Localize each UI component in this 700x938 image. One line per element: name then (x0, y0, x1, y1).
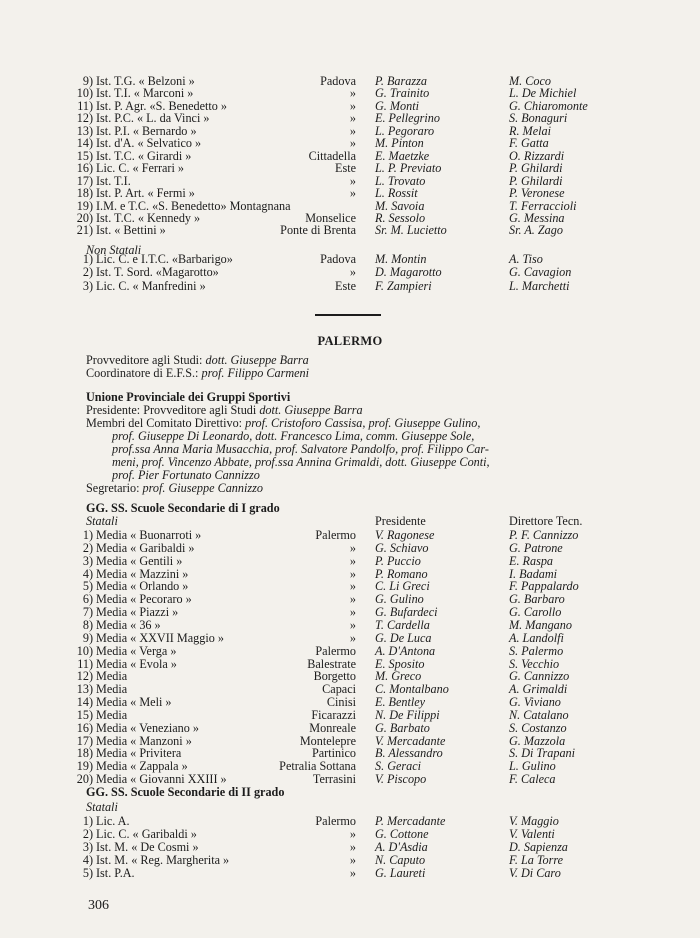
membri-text-3: prof.ssa Anna Maria Musacchia, prof. Salvatore Pandolfo, prof. Filippo Car- (112, 442, 489, 456)
non-statali-label: Non Statali (86, 243, 142, 257)
direttore-name: F. Pappalardo (509, 579, 579, 594)
city: Petralia Sottana (279, 759, 356, 774)
direttore-name: T. Ferraccioli (509, 198, 577, 213)
membri-text-1: prof. Cristoforo Cassisa, prof. Giuseppe Gulino, (245, 416, 481, 430)
grado1-title: GG. SS. Scuole Secondarie di I grado (86, 501, 280, 515)
page-number: 306 (88, 898, 109, 913)
direttore-name: O. Rizzardi (509, 148, 565, 163)
presidente-name: Sr. M. Lucietto (375, 223, 447, 238)
row-number: 14) (76, 136, 93, 151)
row-number: 12) (76, 111, 93, 126)
city: Balestrate (307, 656, 356, 671)
direttore-name: F. La Torre (509, 852, 564, 867)
presidente-name: C. Montalbano (375, 682, 449, 697)
school-name: Ist. T.I. « Marconi » (96, 86, 194, 101)
direttore-name: A. Grimaldi (509, 682, 568, 697)
school-name: Media « Buonarroti » (96, 528, 202, 542)
school-name: Ist. d'A. « Selvatico » (96, 136, 202, 151)
segretario-label: Segretario: (86, 481, 140, 495)
segretario-value: prof. Giuseppe Cannizzo (142, 481, 263, 495)
row-number: 1) (82, 814, 93, 828)
presidente-name: R. Sessolo (375, 210, 426, 225)
row-number: 1) (82, 252, 93, 266)
table-row (0, 722, 700, 735)
city: Ficarazzi (311, 707, 356, 722)
school-name: Media (96, 669, 128, 684)
row-number: 17) (76, 173, 93, 188)
city: Montelepre (299, 733, 356, 748)
presidente-name: L. Pegoraro (375, 123, 435, 138)
school-name: Ist. T. Sord. «Magarotto» (96, 265, 219, 280)
row-number: 12) (76, 669, 93, 684)
direttore-name: G. Messina (509, 210, 565, 225)
table-row (0, 709, 700, 722)
unione-title: Unione Provinciale dei Gruppi Sportivi (86, 390, 291, 404)
city: Ponte di Brenta (280, 223, 356, 238)
row-number: 9) (82, 630, 93, 645)
row-number: 13) (76, 123, 93, 138)
direttore-name: G. Cannizzo (509, 669, 570, 684)
city: Palermo (315, 814, 356, 828)
direttore-name: E. Raspa (509, 553, 554, 568)
city: » (349, 852, 356, 867)
city: » (349, 136, 356, 151)
presidente-name: L. P. Previato (375, 161, 442, 176)
membri-label: Membri del Comitato Direttivo: (86, 416, 243, 430)
direttore-name: P. Veronese (509, 186, 565, 201)
row-number: 18) (76, 186, 93, 201)
school-name: Media « Zappala » (96, 759, 188, 774)
presidente-name: M. Montin (375, 252, 427, 266)
school-name: Ist. P.I. « Bernardo » (96, 123, 197, 138)
presidente-name: G. Monti (375, 98, 420, 113)
presidente-name: P. Mercadante (375, 814, 446, 828)
city: » (349, 630, 356, 645)
presidente-name: B. Alessandro (375, 746, 443, 761)
coordinatore-line (86, 367, 309, 380)
presidente-name: M. Savoia (375, 198, 425, 213)
school-name: Media « Evola » (96, 656, 177, 671)
row-number: 3) (82, 839, 93, 854)
school-name: Media « 36 » (96, 617, 161, 632)
presidente-name: G. Schiavo (375, 540, 429, 555)
school-name: Media « Veneziano » (96, 720, 199, 735)
presidente-name: E. Bentley (375, 695, 426, 710)
membri-text-5: prof. Pier Fortunato Cannizzo (112, 468, 260, 482)
col-presidente-header: Presidente (375, 514, 426, 528)
city: Padova (320, 252, 356, 266)
presidente-label: Presidente: Provveditore agli Studi (86, 403, 257, 417)
presidente-name: A. D'Asdia (375, 839, 428, 854)
table-row (0, 224, 700, 237)
school-name: Media « Mazzini » (96, 566, 189, 581)
direttore-name: M. Coco (509, 74, 551, 88)
school-name: Media (96, 707, 128, 722)
presidente-name: M. Greco (375, 669, 422, 684)
city: » (349, 553, 356, 568)
presidente-name: V. Piscopo (375, 772, 427, 787)
school-name: Media « Manzoni » (96, 733, 192, 748)
table-row (0, 253, 700, 266)
row-number: 19) (76, 198, 93, 213)
row-number: 7) (82, 605, 93, 620)
presidente-name: S. Geraci (375, 759, 422, 774)
city: Cinisi (326, 695, 356, 710)
city: » (349, 605, 356, 620)
city: » (349, 540, 356, 555)
table-row (0, 542, 700, 555)
school-name: Lic. C. « Garibaldi » (96, 826, 197, 841)
row-number: 17) (76, 733, 93, 748)
school-name: Media « Meli » (96, 695, 172, 710)
table-row (0, 266, 700, 279)
school-name: Media « Piazzi » (96, 605, 179, 620)
row-number: 10) (76, 86, 93, 101)
presidente-name: G. Gulino (375, 592, 424, 607)
row-number: 2) (82, 540, 93, 555)
presidente-name: L. Trovato (375, 173, 426, 188)
school-name: I.M. e T.C. «S. Benedetto» Montagnana (96, 198, 291, 213)
direttore-name: F. Caleca (509, 772, 556, 787)
row-number: 2) (82, 265, 93, 280)
school-name: Lic. A. (96, 814, 130, 828)
presidente-name: E. Maetzke (375, 148, 430, 163)
city: » (349, 111, 356, 126)
presidente-name: N. Caputo (375, 852, 426, 867)
row-number: 15) (76, 707, 93, 722)
direttore-name: L. Marchetti (509, 278, 570, 293)
city: » (349, 86, 356, 101)
direttore-name: I. Badami (509, 566, 558, 581)
direttore-name: L. Gulino (509, 759, 556, 774)
presidente-name: A. D'Antona (375, 643, 436, 658)
direttore-name: L. De Michiel (509, 86, 577, 101)
direttore-name: S. Vecchio (509, 656, 560, 671)
city: » (349, 566, 356, 581)
city: Este (335, 278, 356, 293)
row-number: 5) (82, 579, 93, 594)
row-number: 4) (82, 852, 93, 867)
direttore-name: M. Mangano (509, 617, 572, 632)
row-number: 3) (82, 278, 93, 293)
table-row (0, 867, 700, 880)
row-number: 20) (76, 210, 93, 225)
presidente-value: dott. Giuseppe Barra (259, 403, 363, 417)
direttore-name: R. Melai (509, 123, 551, 138)
provveditore-label: Provveditore agli Studi: (86, 353, 203, 367)
membri-text-2: prof. Giuseppe Di Leonardo, dott. Francesco Lima, comm. Giuseppe Sole, (112, 429, 475, 443)
row-number: 11) (77, 98, 93, 113)
city: Terrasini (312, 772, 356, 787)
presidente-name: P. Barazza (375, 74, 427, 88)
presidente-name: G. Trainito (375, 86, 430, 101)
school-name: Media « XXVII Maggio » (96, 630, 224, 645)
presidente-name: V. Ragonese (375, 528, 435, 542)
school-name: Ist. P.A. (96, 865, 135, 880)
city: Monselice (305, 210, 356, 225)
presidente-name: M. Pinton (375, 136, 424, 151)
direttore-name: P. F. Cannizzo (509, 528, 579, 542)
row-number: 1) (82, 528, 93, 542)
row-number: 8) (82, 617, 93, 632)
table-row (0, 555, 700, 568)
row-number: 5) (82, 865, 93, 880)
table-row (0, 828, 700, 841)
city: Palermo (315, 643, 356, 658)
school-name: Ist. « Bettini » (96, 223, 166, 238)
school-name: Ist. T.G. « Belzoni » (96, 74, 195, 88)
school-name: Media « Gentili » (96, 553, 183, 568)
coordinatore-label: Coordinatore di E.F.S.: (86, 366, 199, 380)
school-name: Lic. C. « Ferrari » (96, 161, 184, 176)
table-row (0, 645, 700, 658)
presidente-name: N. De Filippi (375, 707, 440, 722)
row-number: 16) (76, 720, 93, 735)
direttore-name: D. Sapienza (509, 839, 568, 854)
direttore-name: V. Maggio (509, 814, 559, 828)
section-divider (315, 314, 381, 316)
row-number: 19) (76, 759, 93, 774)
school-name: Lic. C. e I.T.C. «Barbarigo» (96, 252, 233, 266)
direttore-name: Sr. A. Zago (509, 223, 563, 238)
city: Capaci (322, 682, 356, 697)
row-number: 20) (76, 772, 93, 787)
school-name: Ist. M. « De Cosmi » (96, 839, 199, 854)
school-name: Media « Privitera (96, 746, 182, 761)
direttore-name: G. Chiaromonte (509, 98, 588, 113)
presidente-name: C. Li Greci (375, 579, 430, 594)
grado2-title: GG. SS. Scuole Secondarie di II grado (86, 785, 285, 799)
row-number: 3) (82, 553, 93, 568)
city: Monreale (309, 720, 356, 735)
direttore-name: G. Patrone (509, 540, 563, 555)
direttore-name: G. Carollo (509, 605, 562, 620)
direttore-name: S. Bonaguri (509, 111, 568, 126)
presidente-name: E. Sposito (375, 656, 425, 671)
row-number: 16) (76, 161, 93, 176)
membri-text-4: meni, prof. Vincenzo Abbate, prof.ssa Annina Grimaldi, dott. Giuseppe Conti, (112, 455, 490, 469)
direttore-name: S. Palermo (509, 643, 564, 658)
table-row (0, 632, 700, 645)
section-title: PALERMO (317, 334, 383, 348)
school-name: Media « Pecoraro » (96, 592, 192, 607)
school-name: Media « Orlando » (96, 579, 189, 594)
direttore-name: V. Di Caro (509, 865, 561, 880)
school-name: Ist. M. « Reg. Margherita » (96, 852, 230, 867)
table-row (0, 619, 700, 632)
direttore-name: V. Valenti (509, 826, 555, 841)
row-number: 4) (82, 566, 93, 581)
direttore-name: F. Gatta (509, 136, 549, 151)
grado2-statali-label: Statali (86, 800, 118, 814)
provveditore-value: dott. Giuseppe Barra (205, 353, 309, 367)
row-number: 14) (76, 695, 93, 710)
row-number: 2) (82, 826, 93, 841)
school-name: Media « Garibaldi » (96, 540, 195, 555)
school-name: Media « Verga » (96, 643, 177, 658)
school-name: Media « Giovanni XXIII » (96, 772, 227, 787)
grado1-statali-label: Statali (86, 514, 118, 528)
school-name: Ist. T.C. « Kennedy » (96, 210, 201, 225)
city: » (349, 173, 356, 188)
row-number: 6) (82, 592, 93, 607)
city: » (349, 186, 356, 201)
school-name: Ist. P. Art. « Fermi » (96, 186, 195, 201)
school-name: Ist. P.C. « L. da Vinci » (96, 111, 210, 126)
table-row (0, 841, 700, 854)
presidente-name: L. Rossit (375, 186, 418, 201)
school-name: Ist. P. Agr. «S. Benedetto » (96, 98, 228, 113)
direttore-name: S. Costanzo (509, 720, 567, 735)
presidente-name: G. De Luca (375, 630, 432, 645)
presidente-name: P. Romano (375, 566, 428, 581)
city: » (349, 98, 356, 113)
city: Cittadella (308, 148, 356, 163)
direttore-name: G. Barbaro (509, 592, 565, 607)
city: » (349, 839, 356, 854)
row-number: 15) (76, 148, 93, 163)
presidente-name: E. Pellegrino (375, 111, 440, 126)
direttore-name: A. Landolfi (509, 630, 564, 645)
table-row (0, 854, 700, 867)
city: Padova (320, 74, 356, 88)
row-number: 13) (76, 682, 93, 697)
presidente-name: D. Magarotto (375, 265, 442, 280)
presidente-name: T. Cardella (375, 617, 430, 632)
school-name: Media (96, 682, 128, 697)
direttore-name: G. Cavagion (509, 265, 572, 280)
city: Este (335, 161, 356, 176)
city: » (349, 579, 356, 594)
school-name: Ist. T.C. « Girardi » (96, 148, 192, 163)
city: Borgetto (313, 669, 356, 684)
row-number: 21) (76, 223, 93, 238)
city: » (349, 617, 356, 632)
city: » (349, 826, 356, 841)
direttore-name: G. Viviano (509, 695, 561, 710)
presidente-name: G. Laureti (375, 865, 426, 880)
row-number: 9) (82, 74, 93, 88)
segretario-line (86, 482, 263, 495)
city: » (349, 123, 356, 138)
presidente-name: G. Cottone (375, 826, 429, 841)
presidente-name: P. Puccio (375, 553, 421, 568)
city: Partinico (311, 746, 356, 761)
row-number: 18) (76, 746, 93, 761)
direttore-name: A. Tiso (509, 252, 543, 266)
coordinatore-value: prof. Filippo Carmeni (201, 366, 310, 380)
city: Palermo (315, 528, 356, 542)
direttore-name: P. Ghilardi (509, 173, 563, 188)
school-name: Ist. T.I. (96, 173, 131, 188)
presidente-name: G. Barbato (375, 720, 430, 735)
direttore-name: P. Ghilardi (509, 161, 563, 176)
school-name: Lic. C. « Manfredini » (96, 278, 206, 293)
row-number: 10) (76, 643, 93, 658)
direttore-name: N. Catalano (509, 707, 569, 722)
direttore-name: G. Mazzola (509, 733, 566, 748)
presidente-name: G. Bufardeci (375, 605, 438, 620)
city: » (349, 265, 356, 280)
presidente-name: V. Mercadante (375, 733, 446, 748)
table-row (0, 280, 700, 293)
city: » (349, 865, 356, 880)
row-number: 11) (77, 656, 93, 671)
direttore-name: S. Di Trapani (509, 746, 576, 761)
presidente-name: F. Zampieri (375, 278, 432, 293)
city: » (349, 592, 356, 607)
col-direttore-header: Direttore Tecn. (509, 514, 583, 528)
